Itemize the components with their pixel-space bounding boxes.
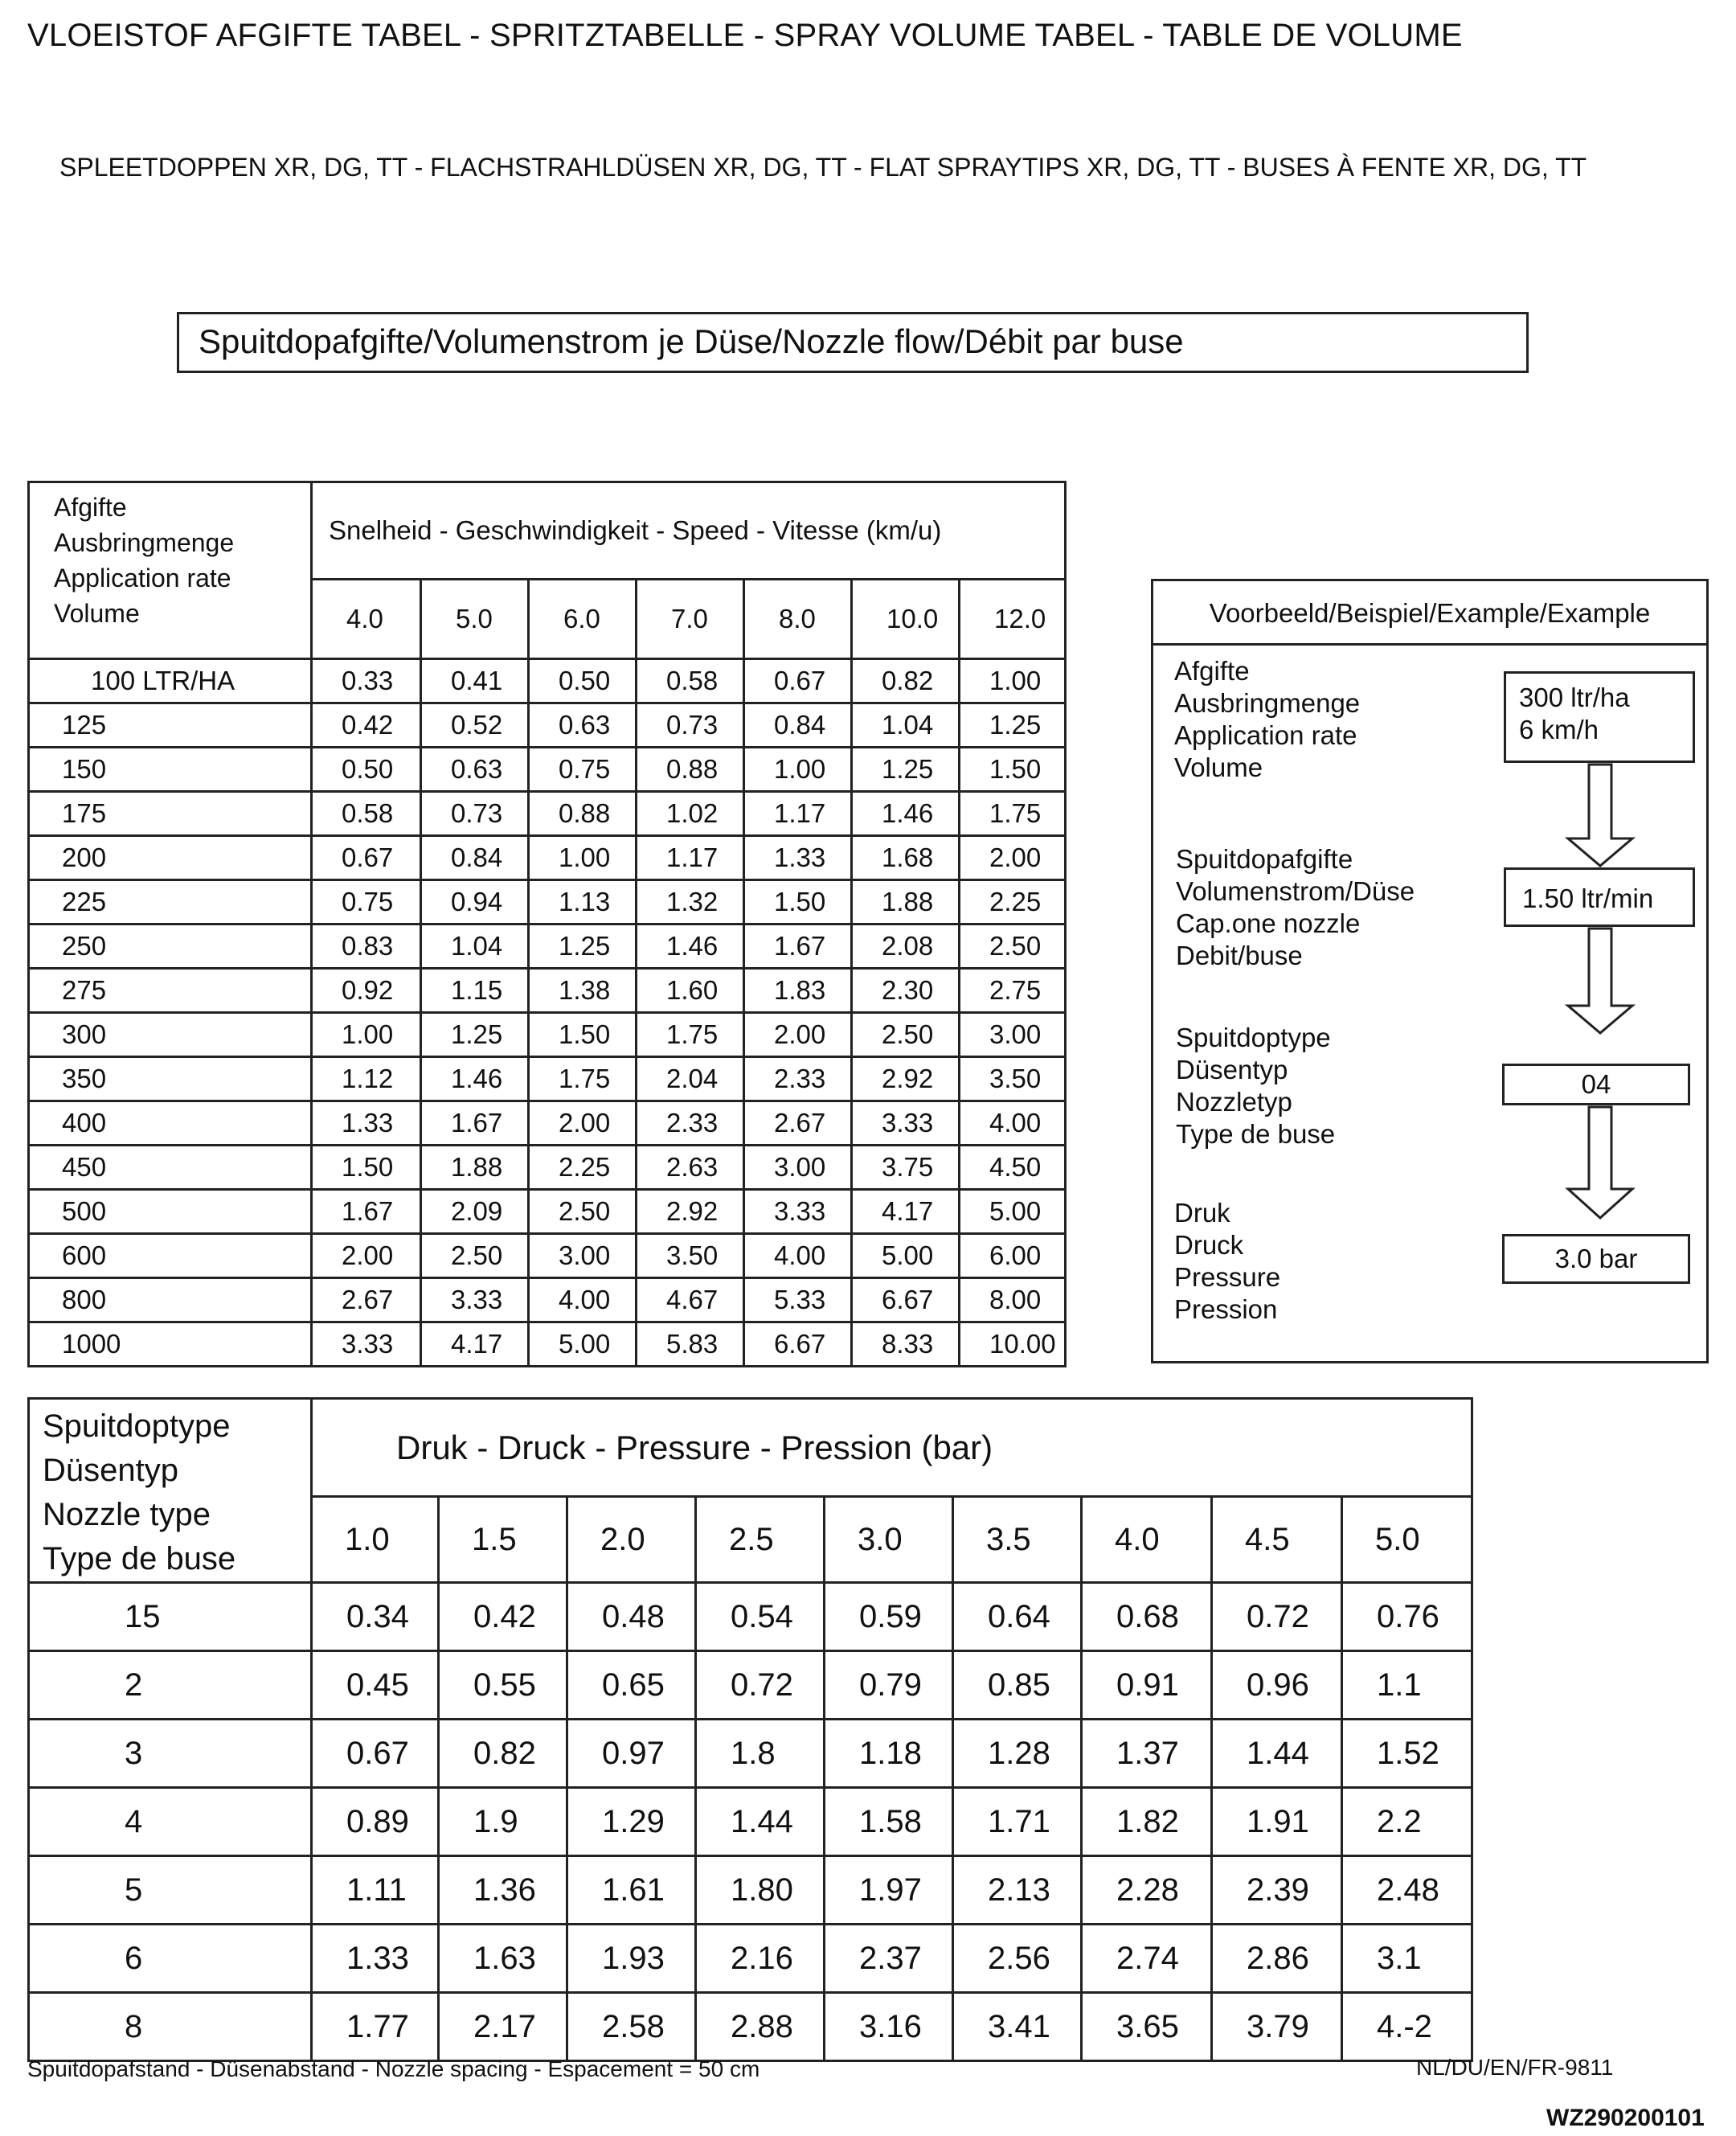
arrow-down-icon <box>1565 763 1637 869</box>
flow-value: 2.92 <box>637 1190 744 1234</box>
page-title: VLOEISTOF AFGIFTE TABEL - SPRITZTABELLE - SPRAY VOLUME TABEL - TABLE DE VOLUME <box>27 18 1463 53</box>
flow-value: 0.73 <box>637 703 744 748</box>
application-rate-table <box>27 481 1067 1367</box>
flow-value: 2.04 <box>637 1057 744 1101</box>
flow-value: 1.00 <box>312 1013 421 1057</box>
example-flow-value: 1.50 ltr/min <box>1522 884 1654 913</box>
example-pressure-value-box <box>1502 1234 1690 1284</box>
nozzle-flow-value: 2.56 <box>953 1925 1082 1993</box>
nozzle-flow-value: 1.1 <box>1342 1651 1472 1720</box>
nozzle-flow-value: 0.85 <box>953 1651 1082 1720</box>
example-type-value-box <box>1502 1064 1690 1105</box>
nozzle-flow-value: 0.68 <box>1082 1583 1212 1651</box>
flow-value: 0.84 <box>744 703 852 748</box>
flow-value: 3.00 <box>960 1013 1066 1057</box>
example-label-line: Spuitdoptype <box>1176 1023 1331 1052</box>
flow-value: 0.67 <box>312 836 421 880</box>
flow-value: 2.50 <box>852 1013 960 1057</box>
table-row <box>29 1583 1472 1651</box>
table-row <box>29 1925 1472 1993</box>
nozzle-flow-value: 2.74 <box>1082 1925 1212 1993</box>
flow-value: 1.67 <box>312 1190 421 1234</box>
flow-value: 1.04 <box>421 925 529 969</box>
flow-value: 3.33 <box>852 1101 960 1146</box>
flow-value: 0.58 <box>312 792 421 836</box>
nozzle-flow-value: 1.29 <box>567 1788 696 1856</box>
flow-value: 1.00 <box>960 659 1066 703</box>
pressure-header: 2.0 <box>567 1497 696 1583</box>
nozzle-flow-value: 1.91 <box>1212 1788 1342 1856</box>
flow-value: 0.50 <box>529 659 637 703</box>
flow-value: 1.00 <box>529 836 637 880</box>
table-row <box>29 1993 1472 2061</box>
example-label-line: Druck <box>1174 1230 1244 1260</box>
nozzle-type-label: 5 <box>29 1856 312 1925</box>
table-row <box>29 1101 1066 1146</box>
flow-value: 2.25 <box>529 1146 637 1190</box>
flow-value: 4.50 <box>960 1146 1066 1190</box>
example-label-line: Pressure <box>1174 1262 1281 1292</box>
arrow-down-icon <box>1565 1105 1637 1221</box>
language-code: NL/DU/EN/FR-9811 <box>1416 2055 1614 2080</box>
flow-value: 1.67 <box>421 1101 529 1146</box>
flow-value: 1.25 <box>960 703 1066 748</box>
rate-header-line: Ausbringmenge <box>54 528 235 557</box>
flow-value: 3.50 <box>960 1057 1066 1101</box>
document-id: WZ290200101 <box>1546 2105 1705 2131</box>
nozzle-flow-value: 1.82 <box>1082 1788 1212 1856</box>
table-row <box>29 1720 1472 1788</box>
example-label-line: Spuitdopafgifte <box>1176 844 1353 874</box>
flow-value: 8.00 <box>960 1278 1066 1322</box>
nozzle-flow-value: 0.89 <box>312 1788 439 1856</box>
example-flow-value-box <box>1504 867 1695 927</box>
flow-value: 2.08 <box>852 925 960 969</box>
nozzle-flow-value: 2.17 <box>439 1993 567 2061</box>
nozzle-flow-value: 3.1 <box>1342 1925 1472 1993</box>
nozzle-flow-value: 1.11 <box>312 1856 439 1925</box>
flow-value: 2.30 <box>852 969 960 1013</box>
flow-value: 1.50 <box>960 748 1066 792</box>
flow-value: 1.25 <box>852 748 960 792</box>
page-subtitle: SPLEETDOPPEN XR, DG, TT - FLACHSTRAHLDÜSEN XR, DG, TT - FLAT SPRAYTIPS XR, DG, TT - BUSES À FENTE XR, DG, TT <box>59 153 1587 182</box>
flow-value: 1.25 <box>421 1013 529 1057</box>
example-label-line: Druk <box>1174 1198 1230 1228</box>
example-label-line: Type de buse <box>1176 1119 1336 1149</box>
rate-header-line: Volume <box>54 599 140 628</box>
rate-label: 800 <box>29 1278 312 1322</box>
pressure-header: 3.5 <box>953 1497 1082 1583</box>
flow-value: 2.67 <box>744 1101 852 1146</box>
flow-value: 5.00 <box>960 1190 1066 1234</box>
flow-value: 0.75 <box>312 880 421 925</box>
nozzle-flow-value: 0.42 <box>439 1583 567 1651</box>
flow-value: 3.50 <box>637 1234 744 1278</box>
flow-value: 1.50 <box>312 1146 421 1190</box>
speed-header: 8.0 <box>744 580 852 659</box>
flow-value: 2.50 <box>960 925 1066 969</box>
flow-value: 0.82 <box>852 659 960 703</box>
table-row <box>29 836 1066 880</box>
flow-value: 2.50 <box>529 1190 637 1234</box>
nozzle-flow-value: 1.58 <box>825 1788 953 1856</box>
flow-value: 10.00 <box>960 1322 1066 1367</box>
flow-value: 1.46 <box>852 792 960 836</box>
nozzle-type-label: 15 <box>29 1583 312 1651</box>
table-row <box>29 1057 1066 1101</box>
example-label-line: Volumenstrom/Düse <box>1176 876 1415 906</box>
table-row <box>29 1234 1066 1278</box>
nozzle-flow-value: 3.41 <box>953 1993 1082 2061</box>
type-header-line: Nozzle type <box>43 1497 211 1532</box>
type-header-line: Spuitdoptype <box>43 1408 231 1444</box>
nozzle-flow-value: 0.59 <box>825 1583 953 1651</box>
pressure-header: 5.0 <box>1342 1497 1472 1583</box>
pressure-header: 3.0 <box>825 1497 953 1583</box>
flow-value: 3.00 <box>744 1146 852 1190</box>
rate-label: 200 <box>29 836 312 880</box>
example-label-line: Application rate <box>1174 720 1357 750</box>
table-row <box>29 1322 1066 1367</box>
flow-value: 4.17 <box>421 1322 529 1367</box>
rate-label: 275 <box>29 969 312 1013</box>
flow-value: 0.92 <box>312 969 421 1013</box>
flow-value: 2.00 <box>744 1013 852 1057</box>
nozzle-flow-value: 1.18 <box>825 1720 953 1788</box>
flow-value: 1.83 <box>744 969 852 1013</box>
pressure-header: 1.0 <box>312 1497 439 1583</box>
rate-label: 250 <box>29 925 312 969</box>
table-row <box>29 969 1066 1013</box>
flow-value: 8.33 <box>852 1322 960 1367</box>
nozzle-flow-value: 0.64 <box>953 1583 1082 1651</box>
nozzle-flow-value: 1.52 <box>1342 1720 1472 1788</box>
flow-value: 1.04 <box>852 703 960 748</box>
nozzle-flow-value: 1.93 <box>567 1925 696 1993</box>
example-type-value: 04 <box>1581 1069 1611 1099</box>
flow-value: 0.41 <box>421 659 529 703</box>
nozzle-type-label: 6 <box>29 1925 312 1993</box>
example-type-label <box>1176 1022 1335 1150</box>
flow-value: 3.75 <box>852 1146 960 1190</box>
nozzle-flow-value: 2.86 <box>1212 1925 1342 1993</box>
pressure-header: 4.5 <box>1212 1497 1342 1583</box>
flow-value: 1.75 <box>637 1013 744 1057</box>
flow-value: 5.33 <box>744 1278 852 1322</box>
table-row <box>29 1013 1066 1057</box>
flow-value: 1.02 <box>637 792 744 836</box>
nozzle-flow-value: 0.48 <box>567 1583 696 1651</box>
nozzle-flow-value: 1.33 <box>312 1925 439 1993</box>
rate-label: 300 <box>29 1013 312 1057</box>
nozzle-flow-value: 1.36 <box>439 1856 567 1925</box>
flow-value: 0.33 <box>312 659 421 703</box>
nozzle-flow-value: 3.16 <box>825 1993 953 2061</box>
speed-header: 12.0 <box>960 580 1066 659</box>
nozzle-flow-value: 0.54 <box>696 1583 825 1651</box>
nozzle-flow-value: 0.72 <box>696 1651 825 1720</box>
flow-value: 2.09 <box>421 1190 529 1234</box>
flow-value: 3.33 <box>744 1190 852 1234</box>
nozzle-flow-value: 1.9 <box>439 1788 567 1856</box>
table-row <box>29 1278 1066 1322</box>
type-header-line: Düsentyp <box>43 1453 178 1488</box>
table-row <box>29 748 1066 792</box>
flow-value: 1.33 <box>744 836 852 880</box>
flow-value: 1.88 <box>852 880 960 925</box>
flow-value: 2.67 <box>312 1278 421 1322</box>
flow-value: 1.13 <box>529 880 637 925</box>
flow-value: 3.33 <box>312 1322 421 1367</box>
nozzle-flow-value: 0.91 <box>1082 1651 1212 1720</box>
nozzle-flow-value: 0.96 <box>1212 1651 1342 1720</box>
flow-value: 1.00 <box>744 748 852 792</box>
nozzle-spacing-note: Spuitdopafstand - Düsenabstand - Nozzle spacing - Espacement = 50 cm <box>27 2056 760 2081</box>
flow-value: 0.67 <box>744 659 852 703</box>
flow-value: 1.46 <box>637 925 744 969</box>
flow-value: 0.88 <box>637 748 744 792</box>
nozzle-flow-value: 1.37 <box>1082 1720 1212 1788</box>
flow-value: 4.17 <box>852 1190 960 1234</box>
nozzle-flow-value: 1.44 <box>696 1788 825 1856</box>
type-header-line: Type de buse <box>43 1541 236 1576</box>
flow-value: 5.00 <box>529 1322 637 1367</box>
nozzle-flow-value: 2.28 <box>1082 1856 1212 1925</box>
flow-value: 4.00 <box>529 1278 637 1322</box>
nozzle-flow-value: 1.8 <box>696 1720 825 1788</box>
flow-value: 4.00 <box>744 1234 852 1278</box>
rate-label: 350 <box>29 1057 312 1101</box>
flow-value: 4.67 <box>637 1278 744 1322</box>
flow-value: 1.25 <box>529 925 637 969</box>
nozzle-flow-value: 2.48 <box>1342 1856 1472 1925</box>
nozzle-flow-value: 2.39 <box>1212 1856 1342 1925</box>
flow-value: 0.50 <box>312 748 421 792</box>
example-rate-value: 300 ltr/ha <box>1519 683 1630 712</box>
rate-header-line: Application rate <box>54 564 231 592</box>
nozzle-pressure-table <box>27 1397 1473 2062</box>
flow-value: 1.32 <box>637 880 744 925</box>
rate-label: 150 <box>29 748 312 792</box>
nozzle-flow-value: 1.80 <box>696 1856 825 1925</box>
nozzle-type-label: 2 <box>29 1651 312 1720</box>
flow-value: 0.63 <box>421 748 529 792</box>
flow-value: 2.50 <box>421 1234 529 1278</box>
flow-value: 0.52 <box>421 703 529 748</box>
table-row <box>29 1190 1066 1234</box>
example-flow-label <box>1176 843 1415 972</box>
table-row <box>29 925 1066 969</box>
flow-value: 2.63 <box>637 1146 744 1190</box>
example-pressure-label <box>1174 1197 1280 1326</box>
flow-value: 1.12 <box>312 1057 421 1101</box>
flow-value: 1.15 <box>421 969 529 1013</box>
flow-value: 2.92 <box>852 1057 960 1101</box>
flow-value: 6.00 <box>960 1234 1066 1278</box>
nozzle-flow-value: 0.97 <box>567 1720 696 1788</box>
flow-value: 1.50 <box>529 1013 637 1057</box>
flow-value: 6.67 <box>744 1322 852 1367</box>
nozzle-flow-value: 2.16 <box>696 1925 825 1993</box>
example-box <box>1151 579 1709 1363</box>
nozzle-flow-value: 1.44 <box>1212 1720 1342 1788</box>
flow-value: 2.25 <box>960 880 1066 925</box>
nozzle-flow-value: 0.79 <box>825 1651 953 1720</box>
nozzle-flow-value: 0.82 <box>439 1720 567 1788</box>
speed-header: 7.0 <box>637 580 744 659</box>
table-row <box>29 1146 1066 1190</box>
flow-value: 0.63 <box>529 703 637 748</box>
example-heading: Voorbeeld/Beispiel/Example/Example <box>1153 581 1706 646</box>
flow-value: 1.75 <box>960 792 1066 836</box>
flow-value: 2.00 <box>312 1234 421 1278</box>
nozzle-type-label: 8 <box>29 1993 312 2061</box>
flow-value: 0.73 <box>421 792 529 836</box>
example-rate-label <box>1174 655 1360 784</box>
flow-value: 0.75 <box>529 748 637 792</box>
nozzle-flow-value: 1.71 <box>953 1788 1082 1856</box>
nozzle-flow-value: 1.77 <box>312 1993 439 2061</box>
rate-label: 175 <box>29 792 312 836</box>
example-label-line: Pression <box>1174 1294 1278 1324</box>
speed-header: 4.0 <box>312 580 421 659</box>
pressure-header: 1.5 <box>439 1497 567 1583</box>
nozzle-flow-value: 3.65 <box>1082 1993 1212 2061</box>
rate-header-cell <box>29 482 312 659</box>
speed-header: 5.0 <box>421 580 529 659</box>
flow-value: 0.58 <box>637 659 744 703</box>
flow-value: 4.00 <box>960 1101 1066 1146</box>
flow-value: 1.88 <box>421 1146 529 1190</box>
nozzle-flow-title-box: Spuitdopafgifte/Volumenstrom je Düse/Nozzle flow/Débit par buse <box>177 312 1529 373</box>
speed-header: 6.0 <box>529 580 637 659</box>
example-label-line: Ausbringmenge <box>1174 688 1361 718</box>
rate-label: 600 <box>29 1234 312 1278</box>
nozzle-flow-value: 2.13 <box>953 1856 1082 1925</box>
table-row <box>29 880 1066 925</box>
rate-header-line: Afgifte <box>54 493 127 522</box>
pressure-title: Druk - Druck - Pressure - Pression (bar) <box>312 1399 1472 1497</box>
nozzle-flow-value: 0.76 <box>1342 1583 1472 1651</box>
table-row <box>29 792 1066 836</box>
nozzle-type-label: 4 <box>29 1788 312 1856</box>
table-row <box>29 703 1066 748</box>
nozzle-flow-value: 1.97 <box>825 1856 953 1925</box>
example-label-line: Afgifte <box>1174 656 1250 686</box>
nozzle-flow-value: 2.58 <box>567 1993 696 2061</box>
nozzle-flow-value: 3.79 <box>1212 1993 1342 2061</box>
table-row <box>29 1788 1472 1856</box>
nozzle-flow-value: 2.2 <box>1342 1788 1472 1856</box>
rate-label: 125 <box>29 703 312 748</box>
flow-value: 5.00 <box>852 1234 960 1278</box>
rate-label: 1000 <box>29 1322 312 1367</box>
flow-value: 0.83 <box>312 925 421 969</box>
nozzle-flow-value: 0.65 <box>567 1651 696 1720</box>
flow-value: 0.84 <box>421 836 529 880</box>
flow-value: 0.42 <box>312 703 421 748</box>
speed-header: 10.0 <box>852 580 960 659</box>
example-label-line: Volume <box>1174 752 1263 782</box>
example-label-line: Debit/buse <box>1176 941 1303 970</box>
flow-value: 2.33 <box>637 1101 744 1146</box>
flow-value: 3.00 <box>529 1234 637 1278</box>
example-label-line: Düsentyp <box>1176 1055 1288 1084</box>
nozzle-flow-value: 2.88 <box>696 1993 825 2061</box>
rate-label: 450 <box>29 1146 312 1190</box>
example-pressure-value: 3.0 bar <box>1554 1244 1638 1273</box>
table-row <box>29 1856 1472 1925</box>
speed-title: Snelheid - Geschwindigkeit - Speed - Vitesse (km/u) <box>312 482 1066 580</box>
table-row <box>29 1651 1472 1720</box>
nozzle-flow-value: 0.67 <box>312 1720 439 1788</box>
rate-label: 400 <box>29 1101 312 1146</box>
rate-label: 100 LTR/HA <box>29 659 312 703</box>
flow-value: 1.60 <box>637 969 744 1013</box>
nozzle-flow-value: 0.72 <box>1212 1583 1342 1651</box>
nozzle-flow-value: 2.37 <box>825 1925 953 1993</box>
pressure-header: 4.0 <box>1082 1497 1212 1583</box>
nozzle-flow-value: 0.45 <box>312 1651 439 1720</box>
table-row <box>29 659 1066 703</box>
flow-value: 1.17 <box>637 836 744 880</box>
pressure-header: 2.5 <box>696 1497 825 1583</box>
nozzle-flow-value: 1.61 <box>567 1856 696 1925</box>
rate-label: 225 <box>29 880 312 925</box>
flow-value: 5.83 <box>637 1322 744 1367</box>
flow-value: 2.33 <box>744 1057 852 1101</box>
flow-value: 1.46 <box>421 1057 529 1101</box>
flow-value: 1.33 <box>312 1101 421 1146</box>
flow-value: 0.88 <box>529 792 637 836</box>
type-header-cell <box>29 1399 312 1583</box>
flow-value: 3.33 <box>421 1278 529 1322</box>
arrow-down-icon <box>1565 927 1637 1036</box>
example-rate-value-box <box>1504 671 1695 763</box>
nozzle-flow-value: 0.55 <box>439 1651 567 1720</box>
nozzle-flow-value: 1.63 <box>439 1925 567 1993</box>
nozzle-type-label: 3 <box>29 1720 312 1788</box>
flow-value: 2.75 <box>960 969 1066 1013</box>
nozzle-flow-value: 4.-2 <box>1342 1993 1472 2061</box>
nozzle-flow-value: 0.34 <box>312 1583 439 1651</box>
flow-value: 1.75 <box>529 1057 637 1101</box>
flow-value: 2.00 <box>960 836 1066 880</box>
flow-value: 1.67 <box>744 925 852 969</box>
flow-value: 6.67 <box>852 1278 960 1322</box>
flow-value: 1.50 <box>744 880 852 925</box>
example-speed-value: 6 km/h <box>1519 715 1599 744</box>
nozzle-flow-value: 1.28 <box>953 1720 1082 1788</box>
example-label-line: Cap.one nozzle <box>1176 908 1361 938</box>
flow-value: 1.17 <box>744 792 852 836</box>
flow-value: 1.68 <box>852 836 960 880</box>
flow-value: 1.38 <box>529 969 637 1013</box>
rate-label: 500 <box>29 1190 312 1234</box>
flow-value: 2.00 <box>529 1101 637 1146</box>
flow-value: 0.94 <box>421 880 529 925</box>
example-label-line: Nozzletyp <box>1176 1087 1292 1117</box>
